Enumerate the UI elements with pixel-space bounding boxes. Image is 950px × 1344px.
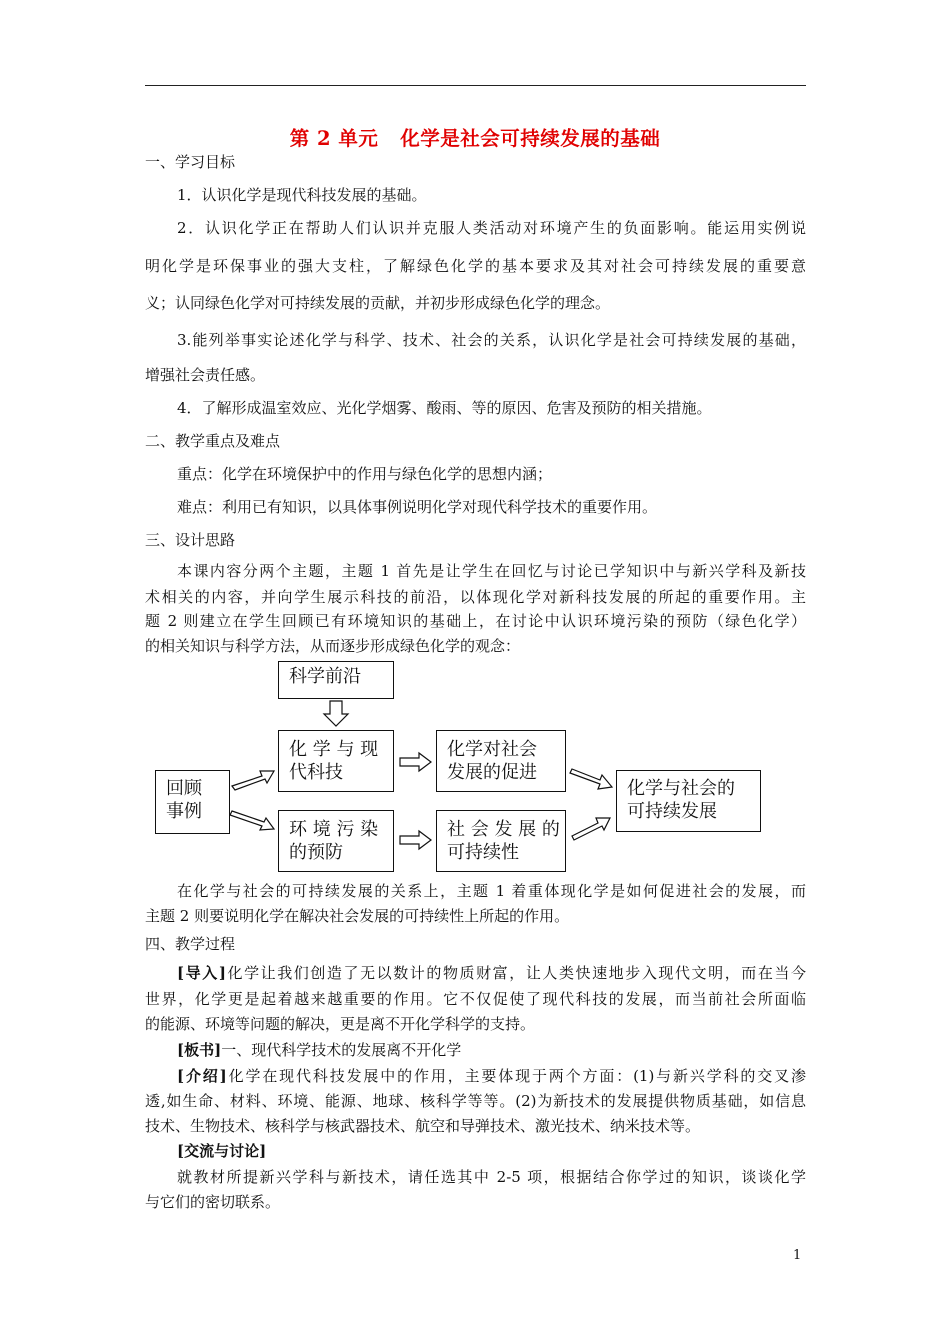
box-label: 环 境 污 染 xyxy=(289,819,379,840)
section-heading-process: 四、教学过程 xyxy=(145,935,236,953)
intro-line-1 xyxy=(177,963,806,983)
header-rule xyxy=(145,85,806,86)
design-after-line-2: 主题 2 则要说明化学在解决社会发展的可持续性上所起的作用。 xyxy=(145,907,570,925)
box-label: 发展的促进 xyxy=(447,762,537,783)
design-line-4: 的相关知识与科学方法，从而逐步形成绿色化学的观念： xyxy=(145,637,521,655)
discuss-line-1: 就教材所提新兴学科与新技术，请任选其中 2-5 项，根据结合你学过的知识，谈谈化学 xyxy=(177,1168,806,1186)
page-title: 第 2 单元 化学是社会可持续发展的基础 xyxy=(289,127,661,150)
box-label: 科学前沿 xyxy=(289,666,361,687)
design-after-line-1: 在化学与社会的可持续发展的关系上，主题 1 着重体现化学是如何促进社会的发展，而 xyxy=(177,882,806,900)
present-tag: [介绍] xyxy=(177,1067,227,1085)
goal-1: 1．认识化学是现代科技发展的基础。 xyxy=(177,186,427,204)
box-label: 化学与社会的 xyxy=(627,778,735,799)
box-label: 可持续性 xyxy=(447,842,519,863)
box-pollution-prevention xyxy=(278,810,394,872)
present-line-3: 技术、生物技术、核科学与核武器技术、航空和导弹技术、激光技术、纳米技术等。 xyxy=(145,1117,701,1135)
present-text: 化学在现代科技发展中的作用，主要体现于两个方面：(1)与新兴学科的交叉渗 xyxy=(226,1067,806,1085)
goal-2-line-1: 2．认识化学正在帮助人们认识并克服人类活动对环境产生的负面影响。能运用实例说 xyxy=(177,219,806,237)
box-label: 社 会 发 展 的 xyxy=(447,819,560,840)
intro-tag: [导入] xyxy=(177,964,226,982)
key-point-focus: 重点：化学在环境保护中的作用与绿色化学的思想内涵； xyxy=(177,465,553,483)
board-text: 一、现代科学技术的发展离不开化学 xyxy=(221,1041,462,1059)
box-label: 代科技 xyxy=(289,762,343,783)
box-review-examples xyxy=(155,770,230,834)
discuss-tag: [交流与讨论] xyxy=(177,1142,267,1160)
goal-3-line-1: 3.能列举事实论述化学与科学、技术、社会的关系，认识化学是社会可持续发展的基础， xyxy=(177,331,806,349)
arrow-right-icon xyxy=(400,753,431,771)
page-number: 1 xyxy=(793,1248,802,1263)
intro-line-2: 世界，化学更是起着越来越重要的作用。它不仅促使了现代科技的发展，而当前社会所面临 xyxy=(145,990,806,1008)
box-sustainable-development xyxy=(616,770,761,832)
present-line-1 xyxy=(177,1066,806,1086)
box-chemistry-modern-tech xyxy=(278,730,394,792)
box-label: 化学对社会 xyxy=(447,739,537,760)
key-point-difficulty: 难点：利用已有知识，以具体事例说明化学对现代科学技术的重要作用。 xyxy=(177,498,658,516)
intro-text: 化学让我们创造了无以数计的物质财富，让人类快速地步入现代文明，而在当今 xyxy=(225,964,806,982)
box-science-frontier xyxy=(278,661,394,699)
box-label: 事例 xyxy=(166,801,202,822)
goal-2-line-2: 明化学是环保事业的强大支柱，了解绿色化学的基本要求及其对社会可持续发展的重要意 xyxy=(145,257,806,275)
arrow-right-icon xyxy=(400,831,431,849)
box-label: 回顾 xyxy=(166,778,202,799)
box-chemistry-promotes-society xyxy=(436,730,566,792)
design-line-2: 术相关的内容，并向学生展示科技的前沿，以体现化学对新科技发展的所起的重要作用。主 xyxy=(145,588,806,606)
arrow-up-right-icon xyxy=(232,771,274,790)
arrow-down-icon xyxy=(324,701,348,726)
design-line-1: 本课内容分两个主题，主题 1 首先是让学生在回忆与讨论已学知识中与新兴学科及新技 xyxy=(177,562,806,580)
box-label: 的预防 xyxy=(289,842,343,863)
intro-line-3: 的能源、环境等问题的解决，更是离不开化学科学的支持。 xyxy=(145,1015,536,1033)
section-heading-design: 三、设计思路 xyxy=(145,531,236,549)
arrow-down-right-icon xyxy=(230,811,274,830)
board-line xyxy=(177,1040,461,1060)
box-label: 可持续发展 xyxy=(627,801,717,822)
arrow-up-right-icon xyxy=(572,818,610,840)
section-heading-goals: 一、学习目标 xyxy=(145,153,236,171)
goal-2-line-3: 义；认同绿色化学对可持续发展的贡献，并初步形成绿色化学的理念。 xyxy=(145,294,611,312)
box-label: 化 学 与 现 xyxy=(289,739,379,760)
present-line-2: 透,如生命、材料、环境、能源、地球、核科学等等。(2)为新技术的发展提供物质基础，如信息 xyxy=(145,1092,806,1110)
board-tag: [板书] xyxy=(177,1041,222,1059)
section-heading-key-points: 二、教学重点及难点 xyxy=(145,432,281,450)
goal-3-line-2: 增强社会责任感。 xyxy=(145,366,266,384)
box-social-sustainability xyxy=(436,810,566,872)
discuss-line-2: 与它们的密切联系。 xyxy=(145,1193,281,1211)
design-line-3: 题 2 则建立在学生回顾已有环境知识的基础上，在讨论中认识环境污染的预防（绿色化学） xyxy=(145,612,806,630)
arrow-down-right-icon xyxy=(570,769,612,789)
goal-4: 4．了解形成温室效应、光化学烟雾、酸雨、等的原因、危害及预防的相关措施。 xyxy=(177,399,712,417)
